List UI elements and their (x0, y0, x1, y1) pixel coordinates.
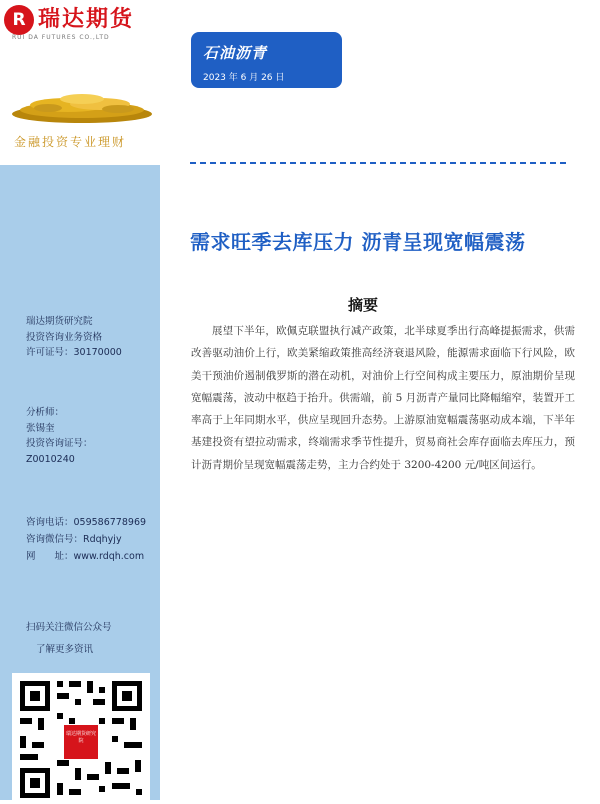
slogan: 金融投资专业理财 (14, 135, 127, 149)
follow-info (26, 617, 112, 661)
logo-subtitle: RUI DA FUTURES CO.,LTD (12, 34, 110, 41)
abstract-title: 摘要 (348, 296, 379, 314)
wechat-qr-code[interactable] (12, 673, 150, 800)
report-date: 2023 年 6 月 26 日 (203, 73, 285, 83)
report-headline: 需求旺季去库压力 沥青呈现宽幅震荡 (190, 230, 526, 254)
analyst-name: 张锡奎 (26, 422, 55, 434)
abstract-body: 展望下半年，欧佩克联盟执行减产政策，北半球夏季出行高峰提振需求，供需改善驱动油价上行，欧美紧缩政策推高经济衰退风险，能源需求面临下行风险，欧美干预油价遏制俄罗斯的潜在动机，对油价上行空间构成主要压力，原油期价呈现宽幅震荡，波动中枢趋于抬升。供需端，前 5 月沥青产量同比降幅缩窄，装置开工率高于上年同期水平，供应呈现回升态势。上游原油宽幅震荡驱动成本端，下半年基建投资有望拉动需求，终端需求季节性提升，贸易商社会库存面临去库压力，预计沥青期价呈现宽幅震荡走势，主力合约处于 3200-4200 元/吨区间运行。 (191, 325, 575, 471)
org-info (26, 314, 122, 361)
contact-website[interactable]: 网 址：www.rdqh.com (26, 551, 145, 562)
company-logo (4, 2, 156, 38)
logo-name: 瑞达期货 (38, 7, 135, 32)
follow-label: 扫码关注微信公众号 (26, 622, 112, 633)
logo-mark-icon: R (4, 5, 34, 35)
follow-sublabel: 了解更多资讯 (36, 644, 94, 655)
org-name: 瑞达期货研究院 (26, 316, 93, 327)
analyst-info (26, 405, 93, 467)
dashed-divider (190, 162, 566, 164)
analyst-cert-label: 投资咨询证号： (26, 438, 93, 449)
gold-coins-icon (8, 90, 156, 124)
contact-info (26, 514, 146, 565)
qr-center-label: 瑞达期货研究院 (66, 731, 97, 744)
org-qualification: 投资咨询业务资格 (26, 331, 103, 343)
analyst-cert-number: Z0010240 (26, 453, 75, 465)
analyst-label: 分析师： (26, 407, 65, 418)
category-title: 石油沥青 (203, 44, 268, 62)
contact-phone: 咨询电话：059586778969 (26, 517, 147, 528)
category-tag (191, 32, 342, 88)
sidebar (0, 0, 160, 800)
org-license: 许可证号：30170000 (26, 347, 122, 358)
contact-wechat: 咨询微信号：Rdqhyjy (26, 534, 122, 545)
